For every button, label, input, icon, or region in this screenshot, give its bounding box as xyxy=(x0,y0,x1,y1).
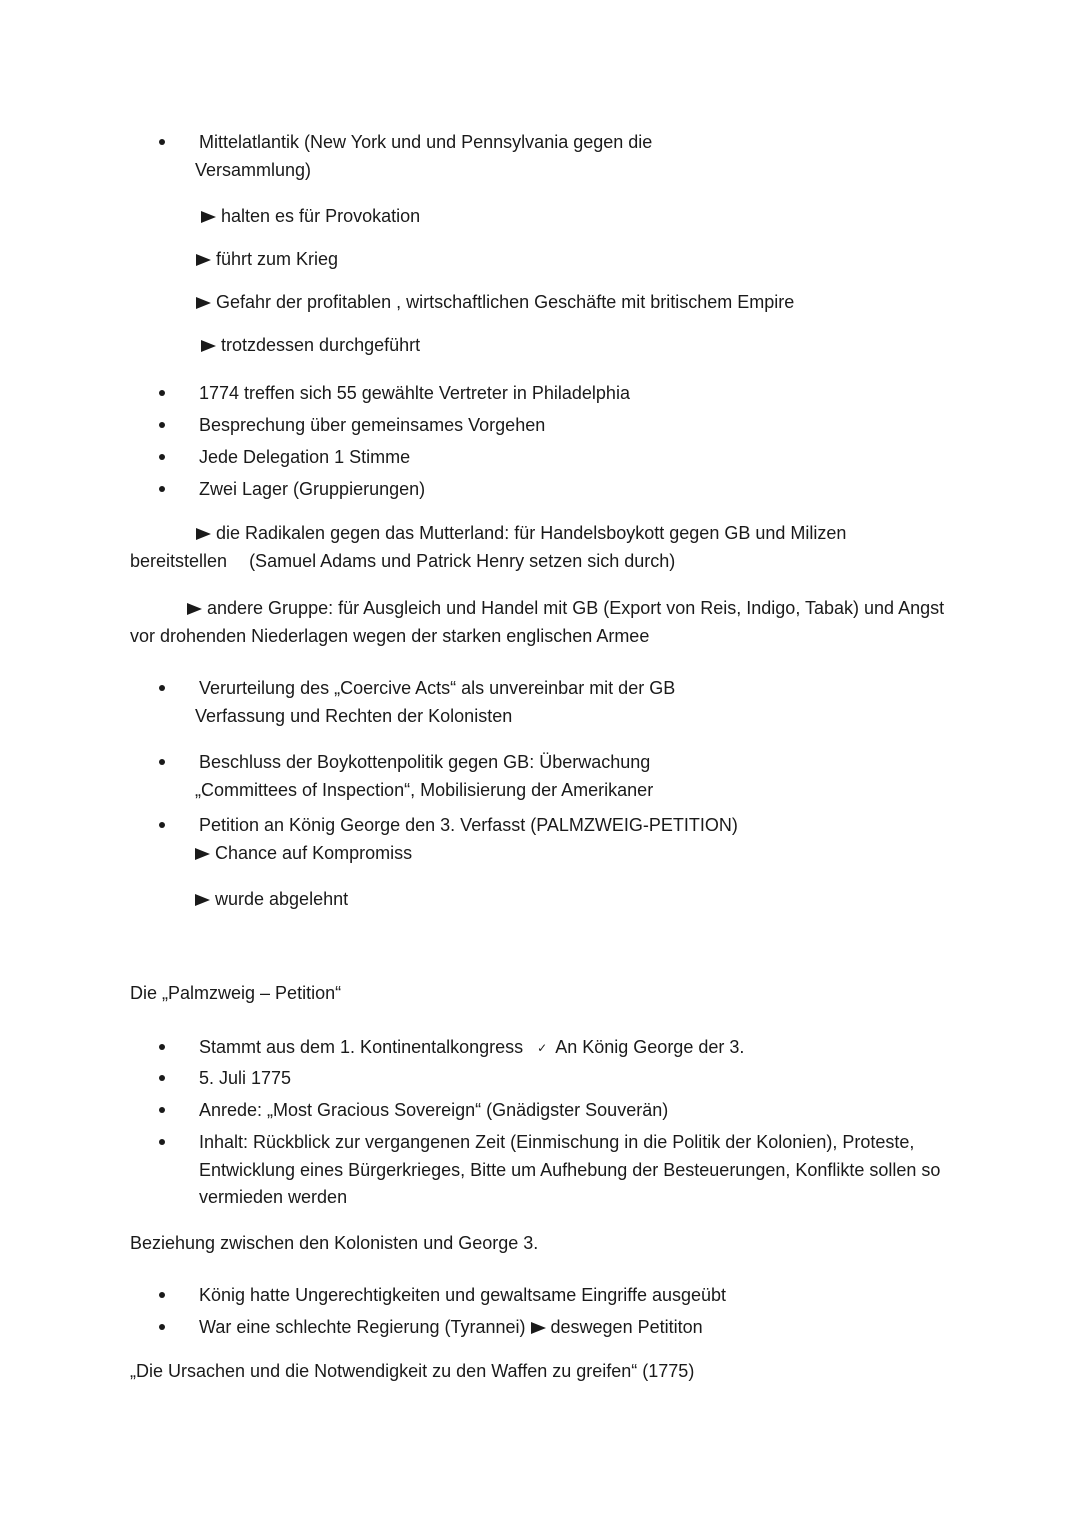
arrow-item-text: andere Gruppe: für Ausgleich und Handel mit GB (Export von Reis, Indigo, Tabak) und Angst xyxy=(207,598,945,618)
list-item: Besprechung über gemeinsames Vorgehen xyxy=(199,415,546,435)
list-item: König hatte Ungerechtigkeiten und gewaltsame Eingriffe ausgeübt xyxy=(199,1285,727,1305)
text-line: vermieden werden xyxy=(199,1187,348,1207)
arrow-item xyxy=(195,888,348,910)
bullet xyxy=(159,759,165,765)
arrow-item xyxy=(195,842,412,864)
arrow-right-icon xyxy=(195,848,210,860)
section-heading: Die „Palmzweig – Petition“ xyxy=(130,983,342,1003)
arrow-item xyxy=(201,205,420,227)
arrow-item xyxy=(196,522,846,544)
text-line: Mittelatlantik (New York und und Pennsylvania gegen die xyxy=(199,132,653,152)
arrow-item xyxy=(196,291,794,313)
text-line: Beschluss der Boykottenpolitik gegen GB: Überwachung xyxy=(199,752,651,772)
arrow-right-icon xyxy=(201,340,216,352)
arrow-item-text: führt zum Krieg xyxy=(216,249,339,269)
arrow-right-icon xyxy=(196,297,211,309)
list-item-tail: deswegen Petititon xyxy=(550,1317,703,1337)
bullet xyxy=(159,1292,165,1298)
text-line: vor drohenden Niederlagen wegen der starken englischen Armee xyxy=(130,626,650,646)
section-heading: „Die Ursachen und die Notwendigkeit zu den Waffen zu greifen“ (1775) xyxy=(130,1361,695,1381)
arrow-item-text: wurde abgelehnt xyxy=(215,889,349,909)
bullet xyxy=(159,139,165,145)
arrow-right-icon xyxy=(187,603,202,615)
text-line: Verfassung und Rechten der Kolonisten xyxy=(195,706,513,726)
bullet xyxy=(159,1075,165,1081)
list-item-text: Stammt aus dem 1. Kontinentalkongress xyxy=(199,1037,524,1057)
bullet xyxy=(159,486,165,492)
text-line: Verurteilung des „Coercive Acts“ als unvereinbar mit der GB xyxy=(199,678,676,698)
arrow-item-text: Gefahr der profitablen , wirtschaftlichen Geschäfte mit britischem Empire xyxy=(216,292,795,312)
list-item xyxy=(199,1036,744,1059)
text-line: „Committees of Inspection“, Mobilisierung der Amerikaner xyxy=(195,780,654,800)
text-line xyxy=(130,550,675,572)
bullet xyxy=(159,1107,165,1113)
arrow-right-icon xyxy=(201,211,216,223)
arrow-item-text: Chance auf Kompromiss xyxy=(215,843,413,863)
arrow-item-text: halten es für Provokation xyxy=(221,206,421,226)
bullet xyxy=(159,454,165,460)
list-item: 1774 treffen sich 55 gewählte Vertreter in Philadelphia xyxy=(199,383,630,403)
text-fragment: (Samuel Adams und Patrick Henry setzen sich durch) xyxy=(249,551,676,571)
list-item-note: An König George der 3. xyxy=(555,1037,745,1057)
bullet xyxy=(159,822,165,828)
check-icon: ✓ xyxy=(537,1041,548,1055)
arrow-item xyxy=(201,334,420,356)
arrow-right-icon xyxy=(196,254,211,266)
text-line: Inhalt: Rückblick zur vergangenen Zeit (Einmischung in die Politik der Kolonien), Proteste, xyxy=(199,1132,915,1152)
list-item xyxy=(199,1316,703,1338)
text-line: Entwicklung eines Bürgerkrieges, Bitte um Aufhebung der Besteuerungen, Konflikte sollen so xyxy=(199,1160,941,1180)
arrow-item-text: trotzdessen durchgeführt xyxy=(221,335,421,355)
bullet xyxy=(159,390,165,396)
bullet xyxy=(159,1324,165,1330)
arrow-right-icon xyxy=(195,894,210,906)
arrow-right-icon xyxy=(196,528,211,540)
arrow-right-icon xyxy=(531,1322,546,1334)
list-item-text: War eine schlechte Regierung (Tyrannei) xyxy=(199,1317,526,1337)
bullet xyxy=(159,1044,165,1050)
list-item: 5. Juli 1775 xyxy=(199,1068,292,1088)
bullet xyxy=(159,1139,165,1145)
bullet xyxy=(159,422,165,428)
bullet xyxy=(159,685,165,691)
text-fragment: bereitstellen xyxy=(130,551,228,571)
text-line: Versammlung) xyxy=(195,160,312,180)
arrow-item xyxy=(187,597,944,619)
list-item: Anrede: „Most Gracious Sovereign“ (Gnädigster Souverän) xyxy=(199,1100,669,1120)
list-item: Jede Delegation 1 Stimme xyxy=(199,447,411,467)
section-heading: Beziehung zwischen den Kolonisten und George 3. xyxy=(130,1233,539,1253)
text-line: Petition an König George den 3. Verfasst (PALMZWEIG-PETITION) xyxy=(199,815,738,835)
arrow-item xyxy=(196,248,338,270)
list-item: Zwei Lager (Gruppierungen) xyxy=(199,479,426,499)
arrow-item-text: die Radikalen gegen das Mutterland: für Handelsboykott gegen GB und Milizen xyxy=(216,523,847,543)
